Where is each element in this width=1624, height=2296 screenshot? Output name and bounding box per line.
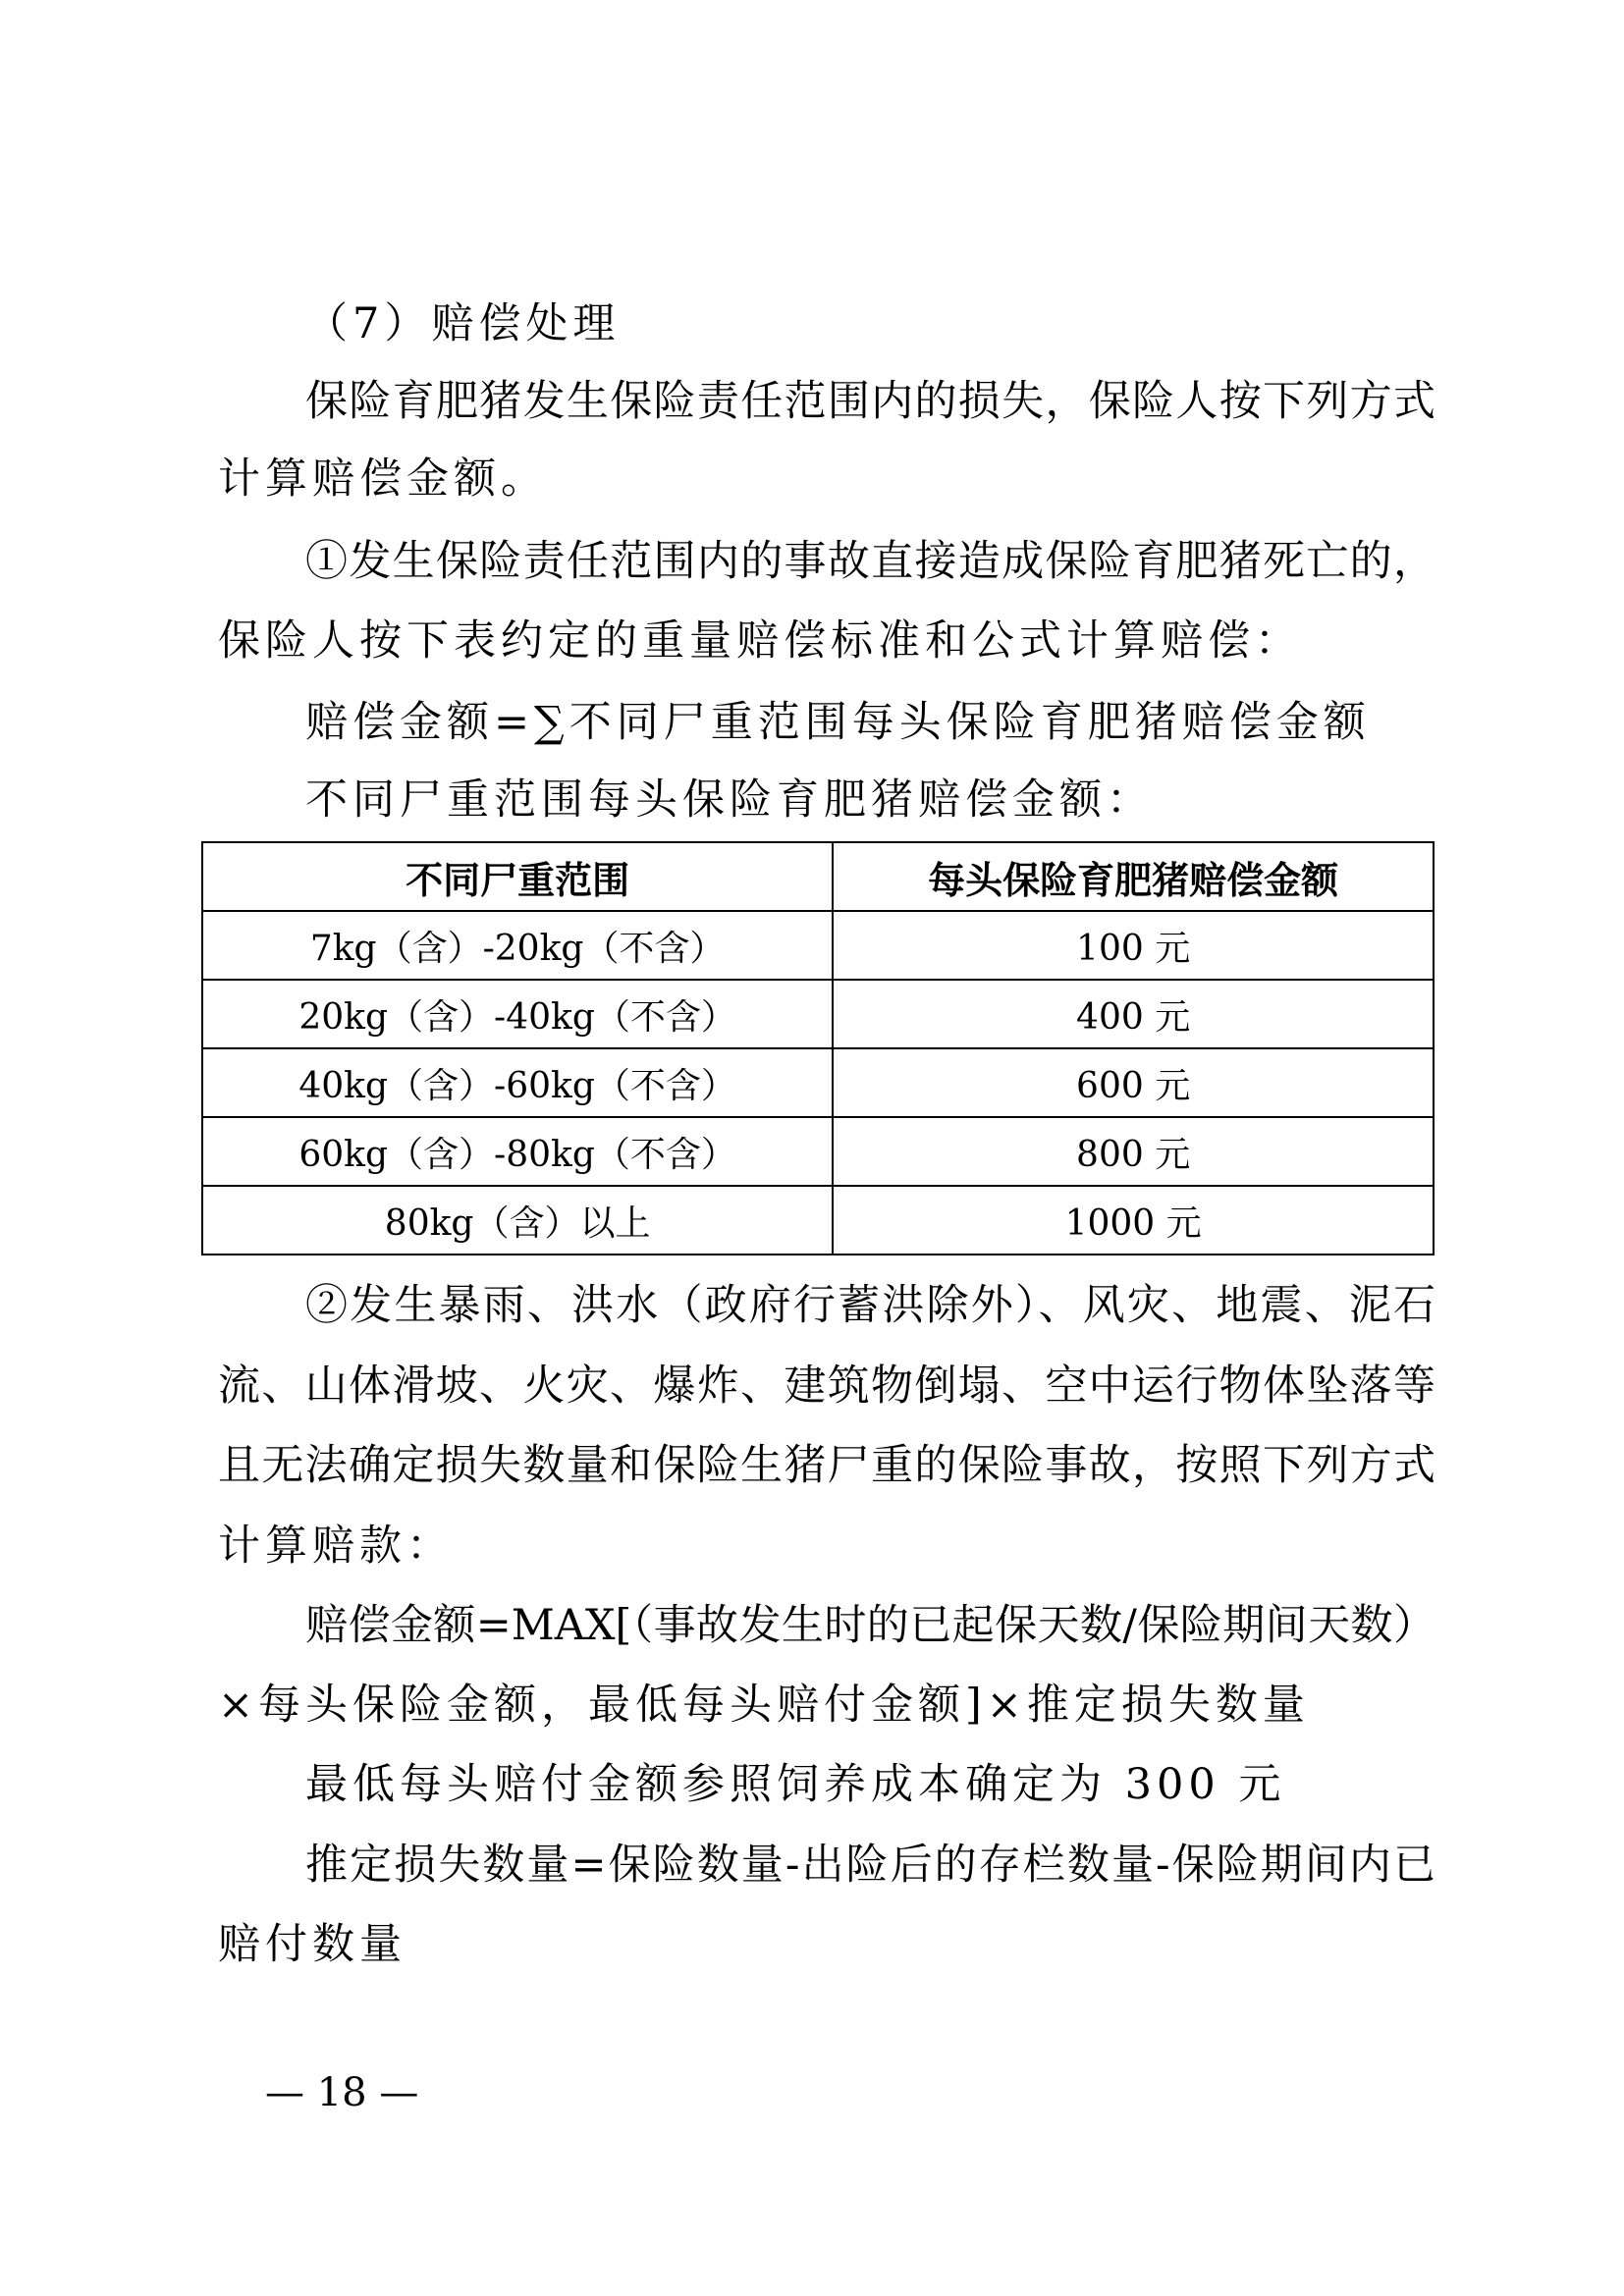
table-intro: 不同尸重范围每头保险育肥猪赔偿金额： xyxy=(305,775,1154,825)
clause2-formula-line-1: 赔偿金额=MAX[（事故发生时的已起保天数/保险期间天数） xyxy=(305,1601,1435,1650)
header-compensation: 每头保险育肥猪赔偿金额 xyxy=(833,842,1434,911)
weight-range-cell: 80kg（含）以上 xyxy=(202,1186,833,1255)
clause2-line-3: 且无法确定损失数量和保险生猪尸重的保险事故，按照下列方式 xyxy=(218,1441,1435,1490)
table-row xyxy=(202,1117,1434,1186)
header-weight-range: 不同尸重范围 xyxy=(202,842,833,911)
table-row xyxy=(202,911,1434,980)
clause2-line-1: ②发生暴雨、洪水（政府行蓄洪除外）、风灾、地震、泥石 xyxy=(305,1281,1435,1330)
page-number: — 18 — xyxy=(265,2070,419,2115)
compensation-cell: 400 元 xyxy=(833,980,1434,1048)
clause2-line-4: 计算赔款： xyxy=(218,1522,454,1571)
weight-range-cell: 40kg（含）-60kg（不含） xyxy=(202,1048,833,1117)
compensation-cell: 800 元 xyxy=(833,1117,1434,1186)
compensation-table xyxy=(201,841,1435,1255)
intro-line-1: 保险育肥猪发生保险责任范围内的损失，保险人按下列方式 xyxy=(305,377,1435,426)
section-heading: （7）赔偿处理 xyxy=(305,299,621,348)
clause2-formula-line-2: ×每头保险金额，最低每头赔付金额]×推定损失数量 xyxy=(218,1681,1310,1730)
compensation-cell: 1000 元 xyxy=(833,1186,1434,1255)
weight-range-cell: 7kg（含）-20kg（不含） xyxy=(202,911,833,980)
compensation-cell: 600 元 xyxy=(833,1048,1434,1117)
table-row xyxy=(202,1186,1434,1255)
table-row xyxy=(202,1048,1434,1117)
intro-line-2: 计算赔偿金额。 xyxy=(218,454,548,504)
weight-range-cell: 60kg（含）-80kg（不含） xyxy=(202,1117,833,1186)
table-header-row xyxy=(202,842,1434,911)
loss-count-line-2: 赔付数量 xyxy=(218,1920,406,1969)
compensation-cell: 100 元 xyxy=(833,911,1434,980)
min-payment-line: 最低每头赔付金额参照饲养成本确定为 300 元 xyxy=(305,1760,1286,1809)
loss-count-line-1: 推定损失数量=保险数量-出险后的存栏数量-保险期间内已 xyxy=(305,1841,1435,1890)
clause1-line-2: 保险人按下表约定的重量赔偿标准和公式计算赔偿： xyxy=(218,616,1302,666)
clause1-line-1: ①发生保险责任范围内的事故直接造成保险育肥猪死亡的， xyxy=(305,537,1435,586)
table-row xyxy=(202,980,1434,1048)
clause2-line-2: 流、山体滑坡、火灾、爆炸、建筑物倒塌、空中运行物体坠落等 xyxy=(218,1362,1435,1411)
clause1-formula: 赔偿金额=∑不同尸重范围每头保险育肥猪赔偿金额 xyxy=(305,698,1371,747)
weight-range-cell: 20kg（含）-40kg（不含） xyxy=(202,980,833,1048)
